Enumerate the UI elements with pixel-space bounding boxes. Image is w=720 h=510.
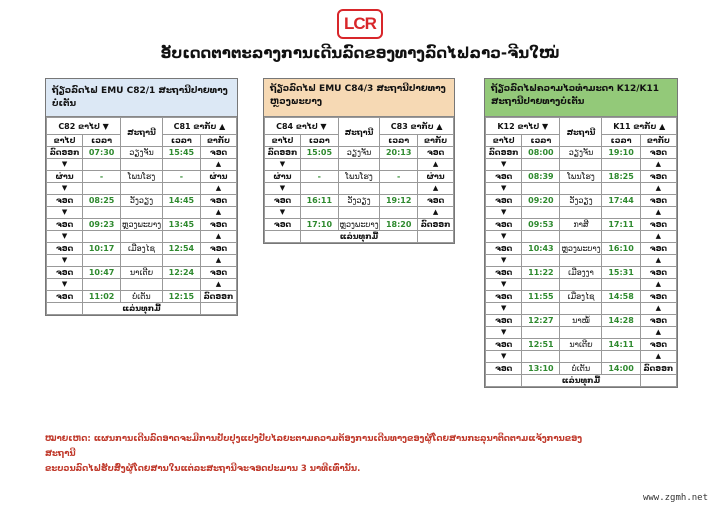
train-out-header: C84 ຂາໄປ ▼ — [265, 118, 339, 135]
table-cell — [602, 183, 640, 195]
table-cell: 15:31 — [602, 267, 640, 279]
table-cell: ວຽງຈັນ — [121, 147, 163, 159]
table-row — [486, 219, 677, 231]
table-cell: 12:15 — [162, 291, 200, 303]
table-cell: ກາສີ — [560, 219, 602, 231]
table-cell: 08:25 — [83, 195, 121, 207]
table-cell: ▲ — [640, 207, 676, 219]
station-header: ສະຖານີ — [338, 118, 380, 147]
table-cell — [121, 279, 163, 291]
table-cell — [522, 303, 560, 315]
table-row — [47, 231, 237, 243]
table-cell: ຈອດ — [640, 291, 676, 303]
table-cell — [162, 159, 200, 171]
table-cell: 14:11 — [602, 339, 640, 351]
table-row — [47, 255, 237, 267]
table-cell: ຈອດ — [486, 267, 522, 279]
table-row — [486, 159, 677, 171]
table-cell: ວັງວຽງ — [121, 195, 163, 207]
table-cell: ວັງວຽງ — [560, 195, 602, 207]
table-cell: 16:10 — [602, 243, 640, 255]
table-cell: 15:45 — [162, 147, 200, 159]
table-cell: ▼ — [47, 231, 83, 243]
table-cell: ຈອດ — [200, 195, 236, 207]
table-cell: ລົດອອກ — [418, 219, 454, 231]
table-cell: ໂພນໂຮງ — [560, 171, 602, 183]
table-cell: 12:51 — [522, 339, 560, 351]
table-row — [486, 243, 677, 255]
table-cell: ນາໝໍ້ — [560, 315, 602, 327]
table-cell: ເມືອງງາ — [560, 267, 602, 279]
table-cell: ▼ — [47, 159, 83, 171]
footer-spacer — [486, 375, 522, 387]
table-row — [47, 171, 237, 183]
table-row — [265, 171, 454, 183]
table-cell: 11:55 — [522, 291, 560, 303]
subheader-cell: ຂາກັບ — [200, 135, 236, 147]
table-cell: ຈອດ — [265, 219, 301, 231]
table-row — [486, 267, 677, 279]
daily-footer: ແລ່ນທຸກມື້ — [83, 303, 201, 315]
table-cell: ▲ — [640, 183, 676, 195]
table-cell: 14:28 — [602, 315, 640, 327]
table-cell: ລົດອອກ — [486, 147, 522, 159]
table-cell: ຈອດ — [418, 195, 454, 207]
table-cell: ເມືອງໄຊ — [560, 291, 602, 303]
table-cell — [602, 327, 640, 339]
table-cell: 07:30 — [83, 147, 121, 159]
table-row — [486, 231, 677, 243]
panel-header: ຖ້ຽວລົດໄຟ EMU C84/3 ສະຖານີປາຍທາງຫຼວງພະບາງ — [264, 79, 454, 117]
table-cell: ▲ — [418, 159, 454, 171]
table-cell: 12:24 — [162, 267, 200, 279]
remark-line-2: ຂະບວນລົດໄຟຮັບສົ່ງຜູ້ໂດຍສານໃນແຕ່ລະສະຖານີຈະຈອດປະມານ 3 ນາທີເທົ່ານັ້ນ. — [45, 464, 361, 474]
table-cell: 10:17 — [83, 243, 121, 255]
table-cell: ວຽງຈັນ — [560, 147, 602, 159]
table-cell: ▲ — [640, 303, 676, 315]
table-cell — [162, 279, 200, 291]
page-title: ອັບເດດຕາຕະລາງການເດີນລົດຂອງທາງລົດໄຟລາວ-ຈີນໃໝ່ — [160, 44, 560, 62]
table-cell: 19:10 — [602, 147, 640, 159]
table-cell: ▼ — [486, 351, 522, 363]
table-cell: ຈອດ — [640, 267, 676, 279]
table-cell: 09:20 — [522, 195, 560, 207]
table-cell: ▼ — [47, 183, 83, 195]
table-cell: 20:13 — [380, 147, 418, 159]
table-cell: ▼ — [47, 255, 83, 267]
table-cell: ຈອດ — [640, 195, 676, 207]
table-cell: 13:45 — [162, 219, 200, 231]
panel-header: ຖ້ຽວລົດໄຟ EMU C82/1 ສະຖານີປາຍທາງບໍ່ເຕັນ — [46, 79, 237, 117]
table-cell — [522, 279, 560, 291]
table-row — [265, 207, 454, 219]
table-cell: ບໍ່ເຕັນ — [121, 291, 163, 303]
table-cell — [602, 279, 640, 291]
table-cell — [522, 183, 560, 195]
train-back-header: C81 ຂາກັບ ▲ — [162, 118, 236, 135]
subheader-cell: ຂາກັບ — [640, 135, 676, 147]
table-cell: ຜ່ານ — [418, 171, 454, 183]
subheader-cell: ເວລາ — [602, 135, 640, 147]
table-row — [47, 159, 237, 171]
table-cell — [602, 255, 640, 267]
daily-footer: ແລ່ນທຸກມື້ — [522, 375, 640, 387]
table-row — [47, 291, 237, 303]
table-cell: ▲ — [200, 279, 236, 291]
table-cell: ຈອດ — [47, 243, 83, 255]
table-cell — [83, 255, 121, 267]
table-cell: ຈອດ — [640, 171, 676, 183]
train-out-header: C82 ຂາໄປ ▼ — [47, 118, 121, 135]
subheader-cell: ເວລາ — [162, 135, 200, 147]
table-cell — [83, 231, 121, 243]
table-cell: ▼ — [486, 255, 522, 267]
table-cell: 11:02 — [83, 291, 121, 303]
table-cell: ▼ — [486, 207, 522, 219]
footer-spacer — [640, 375, 676, 387]
footer-spacer — [47, 303, 83, 315]
table-cell: ບໍ່ເຕັນ — [560, 363, 602, 375]
station-header: ສະຖານີ — [560, 118, 602, 147]
table-cell — [162, 231, 200, 243]
table-cell: ▼ — [265, 159, 301, 171]
table-cell: ລົດອອກ — [265, 147, 301, 159]
subheader-cell: ເວລາ — [300, 135, 338, 147]
table-cell — [83, 159, 121, 171]
subheader-cell: ເວລາ — [380, 135, 418, 147]
table-cell: ຈອດ — [486, 363, 522, 375]
table-cell — [522, 351, 560, 363]
table-row — [486, 315, 677, 327]
table-cell — [338, 183, 380, 195]
table-row — [265, 147, 454, 159]
table-cell: ▼ — [486, 183, 522, 195]
table-cell: ▲ — [200, 207, 236, 219]
timetable-panel — [263, 78, 455, 244]
table-row — [486, 339, 677, 351]
table-cell — [602, 351, 640, 363]
table-cell — [121, 159, 163, 171]
table-row — [486, 363, 677, 375]
table-row — [47, 219, 237, 231]
watermark: www.zgmh.net — [642, 493, 708, 503]
table-cell: ຈອດ — [640, 219, 676, 231]
table-cell — [602, 231, 640, 243]
table-cell — [300, 183, 338, 195]
table-cell: ▼ — [265, 183, 301, 195]
table-cell — [121, 231, 163, 243]
table-cell — [83, 279, 121, 291]
table-cell: 09:53 — [522, 219, 560, 231]
table-cell: 16:11 — [300, 195, 338, 207]
timetable-panel — [45, 78, 238, 316]
table-row — [47, 207, 237, 219]
table-cell — [602, 207, 640, 219]
subheader-cell: ຂາໄປ — [486, 135, 522, 147]
table-cell — [162, 183, 200, 195]
table-cell: ຈອດ — [47, 195, 83, 207]
table-cell: ລົດອອກ — [640, 363, 676, 375]
table-cell — [560, 303, 602, 315]
table-cell: - — [380, 171, 418, 183]
subheader-cell: ຂາໄປ — [47, 135, 83, 147]
table-cell: 10:43 — [522, 243, 560, 255]
table-cell — [338, 207, 380, 219]
table-cell: ຈອດ — [200, 267, 236, 279]
table-cell: 17:10 — [300, 219, 338, 231]
table-cell — [83, 183, 121, 195]
table-cell — [121, 207, 163, 219]
footer-spacer — [265, 231, 301, 243]
table-row — [486, 207, 677, 219]
table-cell — [560, 231, 602, 243]
table-cell — [560, 327, 602, 339]
table-row — [486, 255, 677, 267]
table-cell: ຈອດ — [47, 267, 83, 279]
table-cell: - — [162, 171, 200, 183]
table-cell: ລົດອອກ — [200, 291, 236, 303]
table-cell — [560, 351, 602, 363]
table-cell: ▼ — [486, 159, 522, 171]
table-row — [486, 183, 677, 195]
remark-note — [45, 432, 605, 477]
table-cell: ▲ — [418, 183, 454, 195]
table-cell: 18:25 — [602, 171, 640, 183]
table-cell: ໂພນໂຮງ — [338, 171, 380, 183]
table-cell: 17:11 — [602, 219, 640, 231]
table-cell: ຈອດ — [486, 243, 522, 255]
subheader-cell: ຂາກັບ — [418, 135, 454, 147]
subheader-cell: ເວລາ — [522, 135, 560, 147]
table-cell: ໂພນໂຮງ — [121, 171, 163, 183]
table-row — [486, 195, 677, 207]
table-cell: ຈອດ — [47, 291, 83, 303]
table-row — [486, 303, 677, 315]
footer-spacer — [418, 231, 454, 243]
table-cell — [121, 255, 163, 267]
station-header: ສະຖານີ — [121, 118, 163, 147]
table-cell: ຫຼວງພະບາງ — [339, 220, 379, 229]
table-cell — [121, 183, 163, 195]
table-cell: 08:39 — [522, 171, 560, 183]
table-row — [486, 279, 677, 291]
table-cell — [560, 207, 602, 219]
table-cell: ຈອດ — [486, 315, 522, 327]
table-row — [47, 147, 237, 159]
table-cell: ວັງວຽງ — [338, 195, 380, 207]
table-cell — [602, 159, 640, 171]
table-cell: ຈອດ — [486, 195, 522, 207]
table-cell — [560, 279, 602, 291]
table-row — [486, 351, 677, 363]
remark-line-1: ໝາຍເຫດ: ແຜນການເດີນລົດອາດຈະມີການປັບປຸງແປງປັບໄລຍະຕາມຄວາມຕ້ອງການເດີນທາງຂອງຜູ້ໂດຍສານກະລຸນາຕິດຕາມແຈ້ງການຂອງສະຖານີ — [45, 434, 583, 459]
table-cell: 12:54 — [162, 243, 200, 255]
timetable — [485, 117, 677, 387]
subheader-cell: ເວລາ — [83, 135, 121, 147]
table-row — [47, 183, 237, 195]
lcr-logo: LCR — [337, 9, 383, 39]
table-cell: ນາເຕີຍ — [121, 267, 163, 279]
table-cell: ▼ — [486, 303, 522, 315]
table-cell: 11:22 — [522, 267, 560, 279]
table-cell: ຈອດ — [640, 315, 676, 327]
table-cell — [522, 231, 560, 243]
table-cell: 15:05 — [300, 147, 338, 159]
table-cell: 14:45 — [162, 195, 200, 207]
table-cell: 13:10 — [522, 363, 560, 375]
table-row — [47, 243, 237, 255]
table-row — [265, 183, 454, 195]
table-cell: 08:00 — [522, 147, 560, 159]
table-cell — [300, 159, 338, 171]
table-row — [47, 195, 237, 207]
table-cell: ຈອດ — [47, 219, 83, 231]
table-cell: 09:23 — [83, 219, 121, 231]
table-cell: ຈອດ — [640, 243, 676, 255]
table-cell: ▲ — [418, 207, 454, 219]
timetable — [46, 117, 237, 315]
table-cell: 14:58 — [602, 291, 640, 303]
table-cell: ▲ — [200, 159, 236, 171]
table-cell: ▲ — [200, 255, 236, 267]
table-cell — [522, 327, 560, 339]
train-back-header: C83 ຂາກັບ ▲ — [380, 118, 454, 135]
table-cell: 12:27 — [522, 315, 560, 327]
table-cell: ຫຼວງພະບາງ — [121, 220, 162, 229]
table-cell — [338, 159, 380, 171]
subheader-cell: ຂາໄປ — [265, 135, 301, 147]
table-cell — [380, 183, 418, 195]
table-cell: ນາເຕີຍ — [560, 339, 602, 351]
table-cell: ▼ — [486, 279, 522, 291]
table-row — [486, 327, 677, 339]
table-row — [47, 279, 237, 291]
table-cell: ▼ — [486, 327, 522, 339]
table-cell: ▼ — [47, 207, 83, 219]
table-cell: ລົດອອກ — [47, 147, 83, 159]
train-out-header: K12 ຂາໄປ ▼ — [486, 118, 560, 135]
table-cell: ▲ — [640, 231, 676, 243]
table-cell: ▼ — [486, 231, 522, 243]
table-cell — [560, 159, 602, 171]
train-back-header: K11 ຂາກັບ ▲ — [602, 118, 677, 135]
table-cell: 10:47 — [83, 267, 121, 279]
table-row — [486, 171, 677, 183]
table-cell: ▲ — [640, 279, 676, 291]
table-cell — [300, 207, 338, 219]
table-cell: 17:44 — [602, 195, 640, 207]
table-cell: ▲ — [640, 255, 676, 267]
table-cell — [380, 159, 418, 171]
table-cell — [83, 207, 121, 219]
table-cell: - — [83, 171, 121, 183]
table-cell: ຈອດ — [640, 147, 676, 159]
table-cell — [560, 255, 602, 267]
table-cell: ເມືອງໄຊ — [121, 243, 163, 255]
table-row — [265, 219, 454, 231]
table-cell — [380, 207, 418, 219]
table-cell — [162, 207, 200, 219]
table-cell: ຈອດ — [486, 291, 522, 303]
table-row — [265, 195, 454, 207]
table-cell: ຈອດ — [486, 339, 522, 351]
table-cell: ວຽງຈັນ — [338, 147, 380, 159]
table-row — [47, 267, 237, 279]
table-cell: ຈອດ — [486, 219, 522, 231]
table-cell: ▼ — [47, 279, 83, 291]
table-cell: ຜ່ານ — [47, 171, 83, 183]
table-cell: ຫຼວງພະບາງ — [561, 244, 601, 253]
table-cell: 19:12 — [380, 195, 418, 207]
table-cell: ▲ — [200, 183, 236, 195]
timetable-panel — [484, 78, 678, 388]
table-cell: ▼ — [265, 207, 301, 219]
table-cell: ຈອດ — [486, 171, 522, 183]
table-cell: ຜ່ານ — [200, 171, 236, 183]
table-row — [265, 159, 454, 171]
table-cell: ▲ — [200, 231, 236, 243]
table-cell — [560, 183, 602, 195]
table-cell: ຈອດ — [200, 219, 236, 231]
footer-spacer — [200, 303, 236, 315]
table-cell: ▲ — [640, 351, 676, 363]
table-cell: ຈອດ — [200, 147, 236, 159]
table-cell — [602, 303, 640, 315]
table-row — [486, 147, 677, 159]
table-cell: ▲ — [640, 159, 676, 171]
table-cell: - — [300, 171, 338, 183]
daily-footer: ແລ່ນທຸກມື້ — [300, 231, 417, 243]
table-cell: ▲ — [640, 327, 676, 339]
table-cell: ຜ່ານ — [265, 171, 301, 183]
table-cell: ຈອດ — [418, 147, 454, 159]
panel-header: ຖ້ຽວລົດໄຟຄວາມໄວທຳມະດາ K12/K11 ສະຖານີປາຍທາງບໍ່ເຕັນ — [485, 79, 677, 117]
table-cell — [522, 159, 560, 171]
table-cell: ຈອດ — [265, 195, 301, 207]
table-cell: 18:20 — [380, 219, 418, 231]
table-cell: ຈອດ — [640, 339, 676, 351]
table-cell: 14:00 — [602, 363, 640, 375]
table-cell — [162, 255, 200, 267]
timetable — [264, 117, 454, 243]
table-cell — [522, 255, 560, 267]
table-row — [486, 291, 677, 303]
table-cell: ຈອດ — [200, 243, 236, 255]
table-cell — [522, 207, 560, 219]
